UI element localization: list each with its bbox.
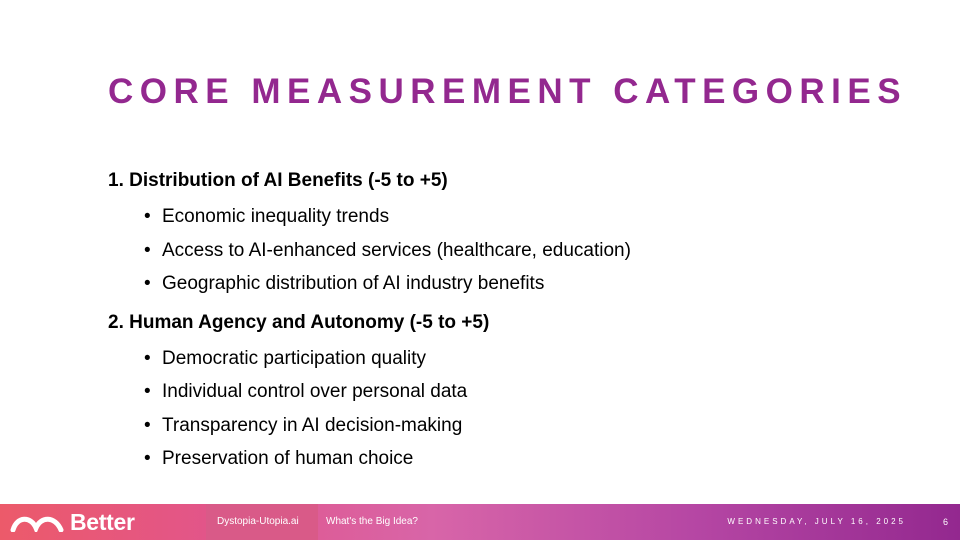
brand-name: Better: [70, 509, 135, 535]
arc-wave-icon: [10, 512, 64, 532]
bullet-icon: •: [144, 414, 151, 436]
slide-title: CORE MEASUREMENT CATEGORIES: [108, 72, 908, 111]
list-item-text: Preservation of human choice: [162, 448, 414, 469]
section-heading: 1. Distribution of AI Benefits (-5 to +5): [108, 170, 448, 191]
list-item-text: Transparency in AI decision-making: [162, 414, 463, 436]
footer-site: Dystopia-Utopia.ai: [206, 504, 318, 540]
brand-logo: [10, 510, 135, 534]
list-item: [144, 200, 908, 234]
footer-tagline: What's the Big Idea?: [326, 516, 418, 527]
list-item-text: Individual control over personal data: [162, 381, 468, 402]
list-item-text: Access to AI-enhanced services (healthcare, education): [162, 239, 631, 261]
list-item: [144, 267, 908, 301]
slide-content: [108, 168, 908, 476]
bullet-icon: •: [144, 239, 151, 261]
bullet-list: [108, 200, 908, 301]
bullet-icon: •: [144, 273, 151, 294]
list-item: [144, 442, 908, 476]
page-number: 6: [942, 517, 948, 527]
bullet-icon: •: [144, 347, 151, 369]
section-distribution: [108, 168, 908, 301]
footer-bar: [0, 504, 960, 540]
bullet-icon: •: [144, 206, 151, 227]
list-item-text: Economic inequality trends: [162, 206, 390, 227]
list-item: [144, 342, 908, 376]
section-agency: [108, 310, 908, 476]
bullet-icon: •: [144, 448, 151, 469]
list-item: [144, 234, 908, 268]
footer-date: WEDNESDAY, JULY 16, 2025: [727, 517, 906, 526]
list-item-text: Geographic distribution of AI industry benefits: [162, 273, 545, 294]
list-item: [144, 409, 908, 443]
bullet-icon: •: [144, 381, 151, 402]
bullet-list: [108, 342, 908, 476]
section-heading: 2. Human Agency and Autonomy (-5 to +5): [108, 311, 490, 333]
list-item: [144, 375, 908, 409]
list-item-text: Democratic participation quality: [162, 347, 427, 369]
